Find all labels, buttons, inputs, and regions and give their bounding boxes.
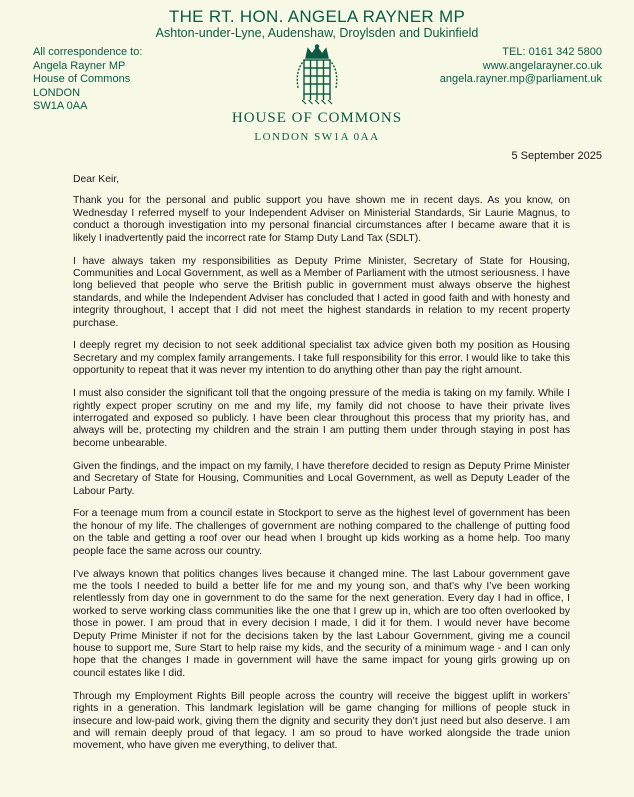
correspondence-line: Angela Rayner MP <box>33 59 126 72</box>
portcullis-icon <box>288 44 346 106</box>
house-address-label: LONDON SW1A 0AA <box>254 131 380 143</box>
letter-date: 5 September 2025 <box>511 150 602 162</box>
telephone: TEL: 0161 342 5800 <box>502 46 602 58</box>
house-of-commons-label: HOUSE OF COMMONS <box>231 110 403 126</box>
paragraph: For a teenage mum from a council estate in Stockport to serve as the highest level of government has been the honour of my life. The challenges of government are nothing compared to the challenge of putting food on the table and getting a roof over our head when I brought up kids working as a home help. Too many people face the same across our country. <box>73 508 570 557</box>
paragraph: I’ve always known that politics changes lives because it changed mine. The last Labour government gave me the tools I needed to build a better life for me and my young son, and that’s why I’ve been working relentlessly from day one in government to do the same for the next generation. Every day I had in office, I worked to serve working class communities like the one that I grew up in, which are too often overlooked by those in power. I am proud that in every decision I made, I did it for them. I would never have become Deputy Prime Minister if not for the decisions taken by the last Labour Government, giving me a council house to support me, Sure Start to help raise my kids, and the security of a minimum wage - and I can only hope that the changes I made in government will have the same impact for young girls growing up on council estates like I did. <box>73 568 570 679</box>
constituency-subtitle: Ashton-under-Lyne, Audenshaw, Droylsden and Dukinfield <box>155 26 479 40</box>
correspondence-line: SW1A 0AA <box>33 100 88 112</box>
paragraph: Given the findings, and the impact on my family, I have therefore decided to resign as Deputy Prime Minister and Secretary of State for Housing, Communities and Local Government, as well as Deputy Leader of the Labour Party. <box>73 460 570 497</box>
paragraph: Through my Employment Rights Bill people across the country will receive the biggest uplift in workers’ rights in a generation. This landmark legislation will be game changing for millions of people stuck in insecure and low-paid work, giving them the dignity and security they don’t just need but also deserve. I am and will remain deeply proud of that legacy. I am so proud to have worked alongside the trade union movement, who have given me everything, to deliver that. <box>73 690 570 752</box>
paragraph: Thank you for the personal and public support you have shown me in recent days. As you know, on Wednesday I referred myself to your Independent Adviser on Ministerial Standards, Sir Laurie Magnus, to conduct a thorough investigation into my personal financial circumstances after I became aware that it is likely I inadvertently paid the incorrect rate for Stamp Duty Land Tax (SDLT). <box>73 195 570 244</box>
correspondence-address <box>33 46 142 114</box>
greeting: Dear Keir, <box>73 174 119 185</box>
website: www.angelarayner.co.uk <box>482 59 602 72</box>
correspondence-line: All correspondence to: <box>33 46 143 58</box>
contact-details <box>440 46 602 87</box>
paragraph: I have always taken my responsibilities as Deputy Prime Minister, Secretary of State for Housing, Communities and Local Government, as well as a Member of Parliament with the utmost seriousness. I have long believed that people who serve the British public in government must always observe the highest standards, and while the Independent Adviser has concluded that I acted in good faith and with honesty and integrity throughout, I accept that I did not meet the highest standards in relation to my recent property purchase. <box>73 255 570 329</box>
letter-body <box>73 174 570 763</box>
email: angela.rayner.mp@parliament.uk <box>439 73 602 85</box>
paragraph: I must also consider the significant toll that the ongoing pressure of the media is taking on my family. While I rightly expect proper scrutiny on me and my life, my family did not choose to have their private lives interrogated and exposed so publicly. I have been clear throughout this process that my priority has, and always will be, protecting my children and the strain I am putting them under through staying in post has become unbearable. <box>73 388 570 449</box>
letterhead-title: THE RT. HON. ANGELA RAYNER MP <box>168 7 466 26</box>
correspondence-line: LONDON <box>33 86 81 99</box>
correspondence-line: House of Commons <box>33 73 131 85</box>
paragraph: I deeply regret my decision to not seek additional specialist tax advice given both my position as Housing Secretary and my complex family arrangements. I take full responsibility for this error. I would like to take this opportunity to repeat that it was never my intention to do anything other than pay the right amount. <box>73 340 570 377</box>
